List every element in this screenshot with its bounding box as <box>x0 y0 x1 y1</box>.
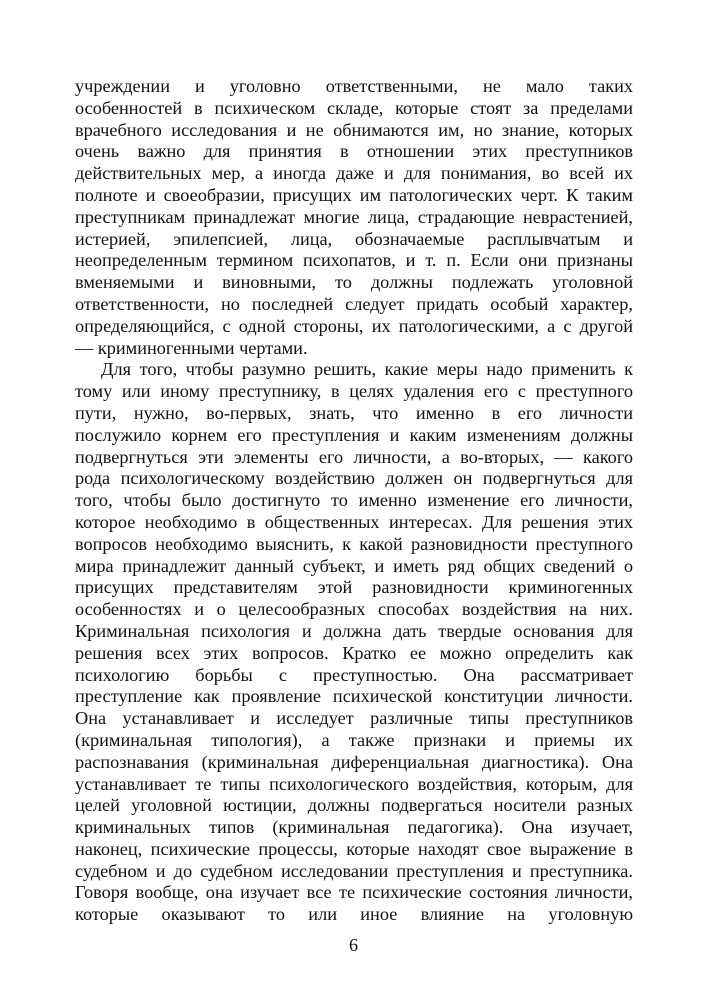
page-number: 6 <box>349 935 358 955</box>
text-line: которые оказывают то или иное влияние на уголовную <box>75 904 633 925</box>
text-line: послужило корнем его преступления и каким изменениям должны <box>75 424 633 445</box>
text-line: наконец, психические процессы, которые находят свое выражение в <box>75 838 633 859</box>
text-line: — криминогенными чертами. <box>75 337 308 358</box>
text-line: учреждении и уголовно ответственными, не мало таких <box>75 76 633 96</box>
text-line: решения всех этих вопросов. Кратко ее можно определить как <box>75 642 633 663</box>
text-line: рода психологическому воздействию должен он подвергнуться для <box>75 468 633 489</box>
text-line: Криминальная психология и должна дать твердые основания для <box>75 620 633 641</box>
text-line: присущих представителям этой разновидности криминогенных <box>75 577 633 598</box>
paragraph <box>75 76 633 359</box>
text-line: определяющийся, с одной стороны, их патологическими, а с другой <box>75 315 633 336</box>
text-line: вменяемыми и виновными, то должны подлежать уголовной <box>75 272 633 293</box>
text-line: судебном и до судебном исследовании преступления и преступника. <box>75 860 633 881</box>
text-line: преступникам принадлежат многие лица, страдающие неврастенией, <box>75 206 633 227</box>
text-line: врачебного исследования и не обнимаются им, но знание, которых <box>75 119 633 140</box>
text-line: особенностей в психическом складе, которые стоят за пределами <box>75 97 633 118</box>
text-line: неопределенным термином психопатов, и т. п. Если они признаны <box>75 250 633 271</box>
text-line: целей уголовной юстиции, должны подвергаться носители разных <box>75 795 633 816</box>
body-text <box>75 76 633 926</box>
text-line: полноте и своеобразии, присущих им патологических черт. К таким <box>75 184 633 205</box>
text-line: подвергнуться эти элементы его личности, а во-вторых, — какого <box>75 446 633 467</box>
text-line: Для того, чтобы разумно решить, какие меры надо применить к <box>101 359 633 380</box>
text-line: криминальных типов (криминальная педагогика). Она изучает, <box>75 817 633 838</box>
text-line: того, чтобы было достигнуто то именно изменение его личности, <box>75 490 633 511</box>
text-line: мира принадлежит данный субъект, и иметь ряд общих сведений о <box>75 555 633 576</box>
text-line: пути, нужно, во-первых, знать, что именно в его личности <box>75 402 633 423</box>
text-line: ответственности, но последней следует придать особый характер, <box>75 293 633 314</box>
text-line: распознавания (криминальная диференциальная диагностика). Она <box>75 751 633 772</box>
text-line: вопросов необходимо выяснить, к какой разновидности преступного <box>75 533 633 554</box>
text-line: действительных мер, а иногда даже и для понимания, во всей их <box>75 163 633 184</box>
text-line: устанавливает те типы психологического воздействия, которым, для <box>75 773 633 794</box>
text-line: тому или иному преступнику, в целях удаления его с преступного <box>75 381 633 402</box>
text-line: которое необходимо в общественных интересах. Для решения этих <box>75 511 633 532</box>
text-line: психологию борьбы с преступностью. Она рассматривает <box>75 664 633 685</box>
paragraph <box>75 359 633 926</box>
text-line: преступление как проявление психической конституции личности. <box>75 686 633 707</box>
text-line: особенностях и о целесообразных способах воздействия на них. <box>75 599 633 620</box>
text-line: истерией, эпилепсией, лица, обозначаемые расплывчатым и <box>75 228 633 249</box>
text-line: Она устанавливает и исследует различные типы преступников <box>75 708 633 729</box>
text-line: (криминальная типология), а также признаки и приемы их <box>75 729 633 750</box>
text-line: Говоря вообще, она изучает все те психические состояния личности, <box>75 882 633 903</box>
text-line: очень важно для принятия в отношении этих преступников <box>75 141 633 162</box>
